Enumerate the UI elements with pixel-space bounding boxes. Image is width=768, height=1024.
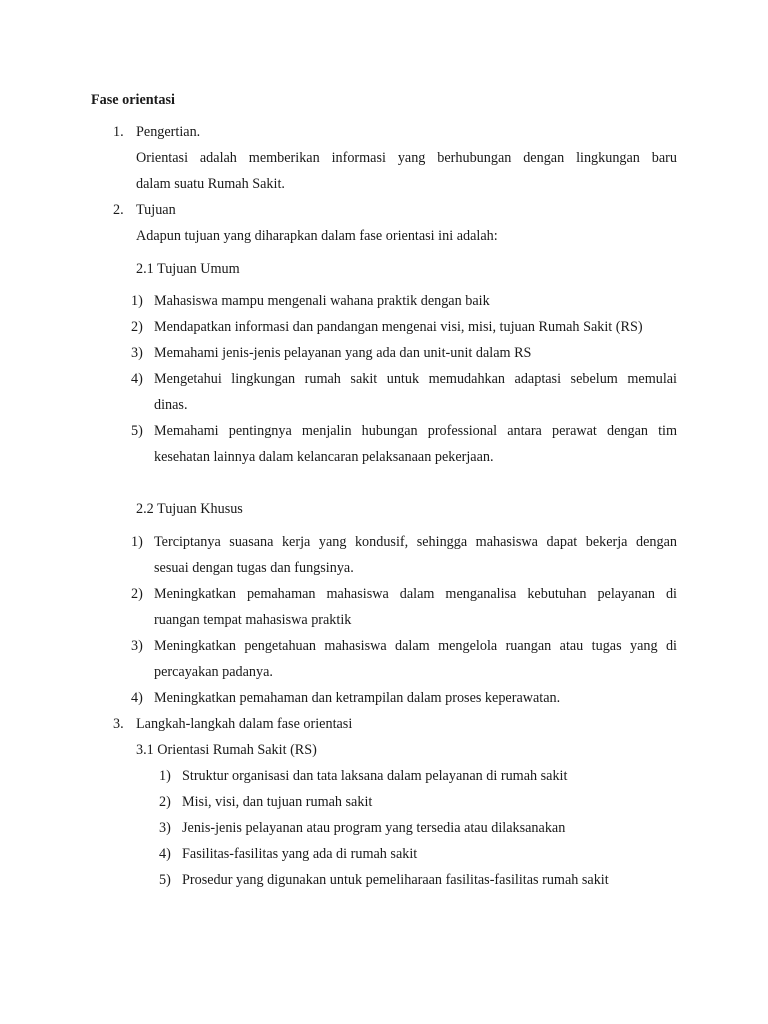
list-item-text: Struktur organisasi dan tata laksana dalam pelayanan di rumah sakit (182, 768, 568, 784)
list-item-number: 2) (159, 794, 171, 810)
list-item-text: Mahasiswa mampu mengenali wahana praktik dengan baik (154, 293, 490, 309)
section-1-paragraph-line: Orientasi adalah memberikan informasi yang berhubungan dengan lingkungan baru (136, 150, 677, 166)
list-item-text: Fasilitas-fasilitas yang ada di rumah sakit (182, 846, 418, 862)
document-title: Fase orientasi (91, 92, 175, 108)
section-1-paragraph-line: dalam suatu Rumah Sakit. (136, 176, 285, 192)
list-item-text: Meningkatkan pemahaman mahasiswa dalam menganalisa kebutuhan pelayanan di (154, 586, 677, 602)
list-item-text: Memahami pentingnya menjalin hubungan professional antara perawat dengan tim (154, 423, 677, 439)
list-item-number: 1) (131, 293, 143, 309)
list-item-text: Prosedur yang digunakan untuk pemeliharaan fasilitas-fasilitas rumah sakit (182, 872, 609, 888)
list-item-number: 1) (159, 768, 171, 784)
list-item-number: 3) (131, 638, 143, 654)
list-item-number: 2) (131, 319, 143, 335)
section-1-heading: Pengertian. (136, 124, 201, 140)
list-item-text: Meningkatkan pengetahuan mahasiswa dalam mengelola ruangan atau tugas yang di (154, 638, 677, 654)
section-2-number: 2. (113, 202, 124, 218)
list-item-number: 1) (131, 534, 143, 550)
list-item-number: 4) (159, 846, 171, 862)
list-item-text: Mendapatkan informasi dan pandangan mengenai visi, misi, tujuan Rumah Sakit (RS) (154, 319, 643, 335)
list-item-number: 2) (131, 586, 143, 602)
list-item-text: sesuai dengan tugas dan fungsinya. (154, 560, 354, 576)
list-item-text: Terciptanya suasana kerja yang kondusif, sehingga mahasiswa dapat bekerja dengan (154, 534, 677, 550)
list-item-text: Mengetahui lingkungan rumah sakit untuk memudahkan adaptasi sebelum memulai (154, 371, 677, 387)
list-item-text: Jenis-jenis pelayanan atau program yang tersedia atau dilaksanakan (182, 820, 566, 836)
list-item-number: 3) (131, 345, 143, 361)
section-3-number: 3. (113, 716, 124, 732)
subsection-3-1-heading: 3.1 Orientasi Rumah Sakit (RS) (136, 742, 317, 758)
section-2-heading: Tujuan (136, 202, 176, 218)
subsection-2-2-heading: 2.2 Tujuan Khusus (136, 501, 243, 517)
section-1-number: 1. (113, 124, 124, 140)
list-item-text: percayakan padanya. (154, 664, 273, 680)
section-2-intro: Adapun tujuan yang diharapkan dalam fase orientasi ini adalah: (136, 228, 498, 244)
list-item-number: 4) (131, 690, 143, 706)
subsection-2-1-heading: 2.1 Tujuan Umum (136, 261, 240, 277)
list-item-number: 5) (131, 423, 143, 439)
list-item-text: Memahami jenis-jenis pelayanan yang ada dan unit-unit dalam RS (154, 345, 532, 361)
list-item-number: 4) (131, 371, 143, 387)
list-item-text: Misi, visi, dan tujuan rumah sakit (182, 794, 373, 810)
list-item-number: 3) (159, 820, 171, 836)
section-3-heading: Langkah-langkah dalam fase orientasi (136, 716, 353, 732)
list-item-text: kesehatan lainnya dalam kelancaran pelaksanaan pekerjaan. (154, 449, 494, 465)
list-item-text: Meningkatkan pemahaman dan ketrampilan dalam proses keperawatan. (154, 690, 561, 706)
list-item-text: ruangan tempat mahasiswa praktik (154, 612, 352, 628)
list-item-text: dinas. (154, 397, 188, 413)
list-item-number: 5) (159, 872, 171, 888)
